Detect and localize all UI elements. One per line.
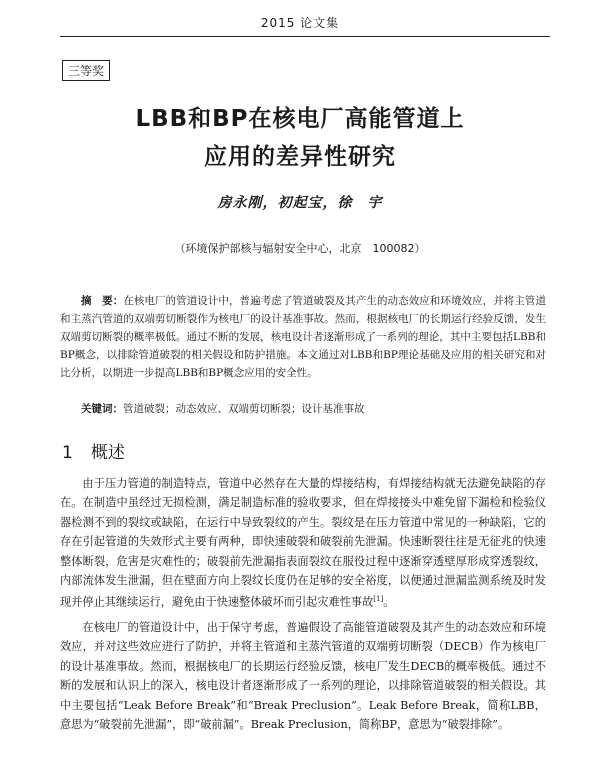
keywords-label: 关键词： (81, 403, 123, 415)
title-line-2: 应用的差异性研究 (204, 144, 396, 170)
title-line-1: LBB和BP在核电厂高能管道上 (135, 106, 465, 132)
body-paragraph-1 (60, 474, 546, 613)
running-header: 2015 论文集 (260, 16, 340, 30)
paragraph-1-end: 。 (383, 596, 395, 610)
abstract-text: 在核电厂的管道设计中，普遍考虑了管道破裂及其产生的动态效应和环境效应，并将主管道和主蒸汽管道的双端剪切断裂作为核电厂的设计基准事故。然而，根据核电厂的长期运行经验反馈，发生双端剪切断裂的概率极低。通过不断的发展，核电设计者逐渐形成了一系列的理论，其中主要包括LBB和BP概念，以排除管道破裂的相关假设和防护措施。本文通过对LBB和BP理论基础及应用的相关研究和对比分析，以期进一步提高LBB和BP概念应用的安全性。 (60, 295, 547, 379)
section-heading (62, 438, 125, 463)
paper-title (0, 100, 600, 176)
abstract (60, 292, 546, 382)
paragraph-1-text: 由于压力管道的制造特点，管道中必然存在大量的焊接结构，有焊接结构就无法避免缺陷的存在。在制造中虽经过无损检测，满足制造标准的验收要求，但在焊接接头中难免留下漏检和检验仪器检测不到的裂纹或缺陷，在运行中导致裂纹的产生。裂纹是在压力管道中常见的一种缺陷，它的存在引起管道的失效形式主要有两种，即快速破裂和破裂前先泄漏。快速断裂往往是无征兆的快速整体断裂，危害是灾难性的；破裂前先泄漏指表面裂纹在服役过程中逐渐穿透壁厚形成穿透裂纹，内部流体发生泄漏，但在壁面方向上裂纹长度仍在足够的安全裕度，以便通过泄漏监测系统及时发现并停止其继续运行，避免由于快速整体破坏而引起灾难性事故 (60, 477, 546, 610)
section-title: 概述 (90, 443, 125, 463)
keywords (60, 400, 546, 418)
section-number: 1 (62, 443, 73, 463)
award-tag: 三等奖 (62, 60, 110, 81)
citation-ref: [1] (373, 595, 384, 604)
affiliation: （环境保护部核与辐射安全中心，北京 100082） (174, 242, 426, 255)
keywords-text: 管道破裂；动态效应、双端剪切断裂；设计基准事故 (123, 403, 365, 415)
abstract-label: 摘 要： (81, 295, 124, 307)
body-paragraph-2: 在核电厂的管道设计中，出于保守考虑，普遍假设了高能管道破裂及其产生的动态效应和环境效应，并对这些效应进行了防护，并将主管道和主蒸汽管道的双端剪切断裂（DECB）作为核电厂的设计基准事故。然而，根据核电厂的长期运行经验反馈，核电厂发生DECB的概率极低。通过不断的发展和认识上的深入，核电设计者逐渐形成了一系列的理论，以排除管道破裂的相关假设。其中主要包括“Leak Before Break”和“Break Preclusion”。Leak Before Break，简称LBB，意思为“破裂前先泄漏”，即“破前漏”。Break Preclusion，简称BP，意思为“破裂排除”。 (60, 621, 546, 732)
authors: 房永刚，初起宝，徐 宇 (217, 195, 383, 211)
header-rule (60, 36, 550, 37)
